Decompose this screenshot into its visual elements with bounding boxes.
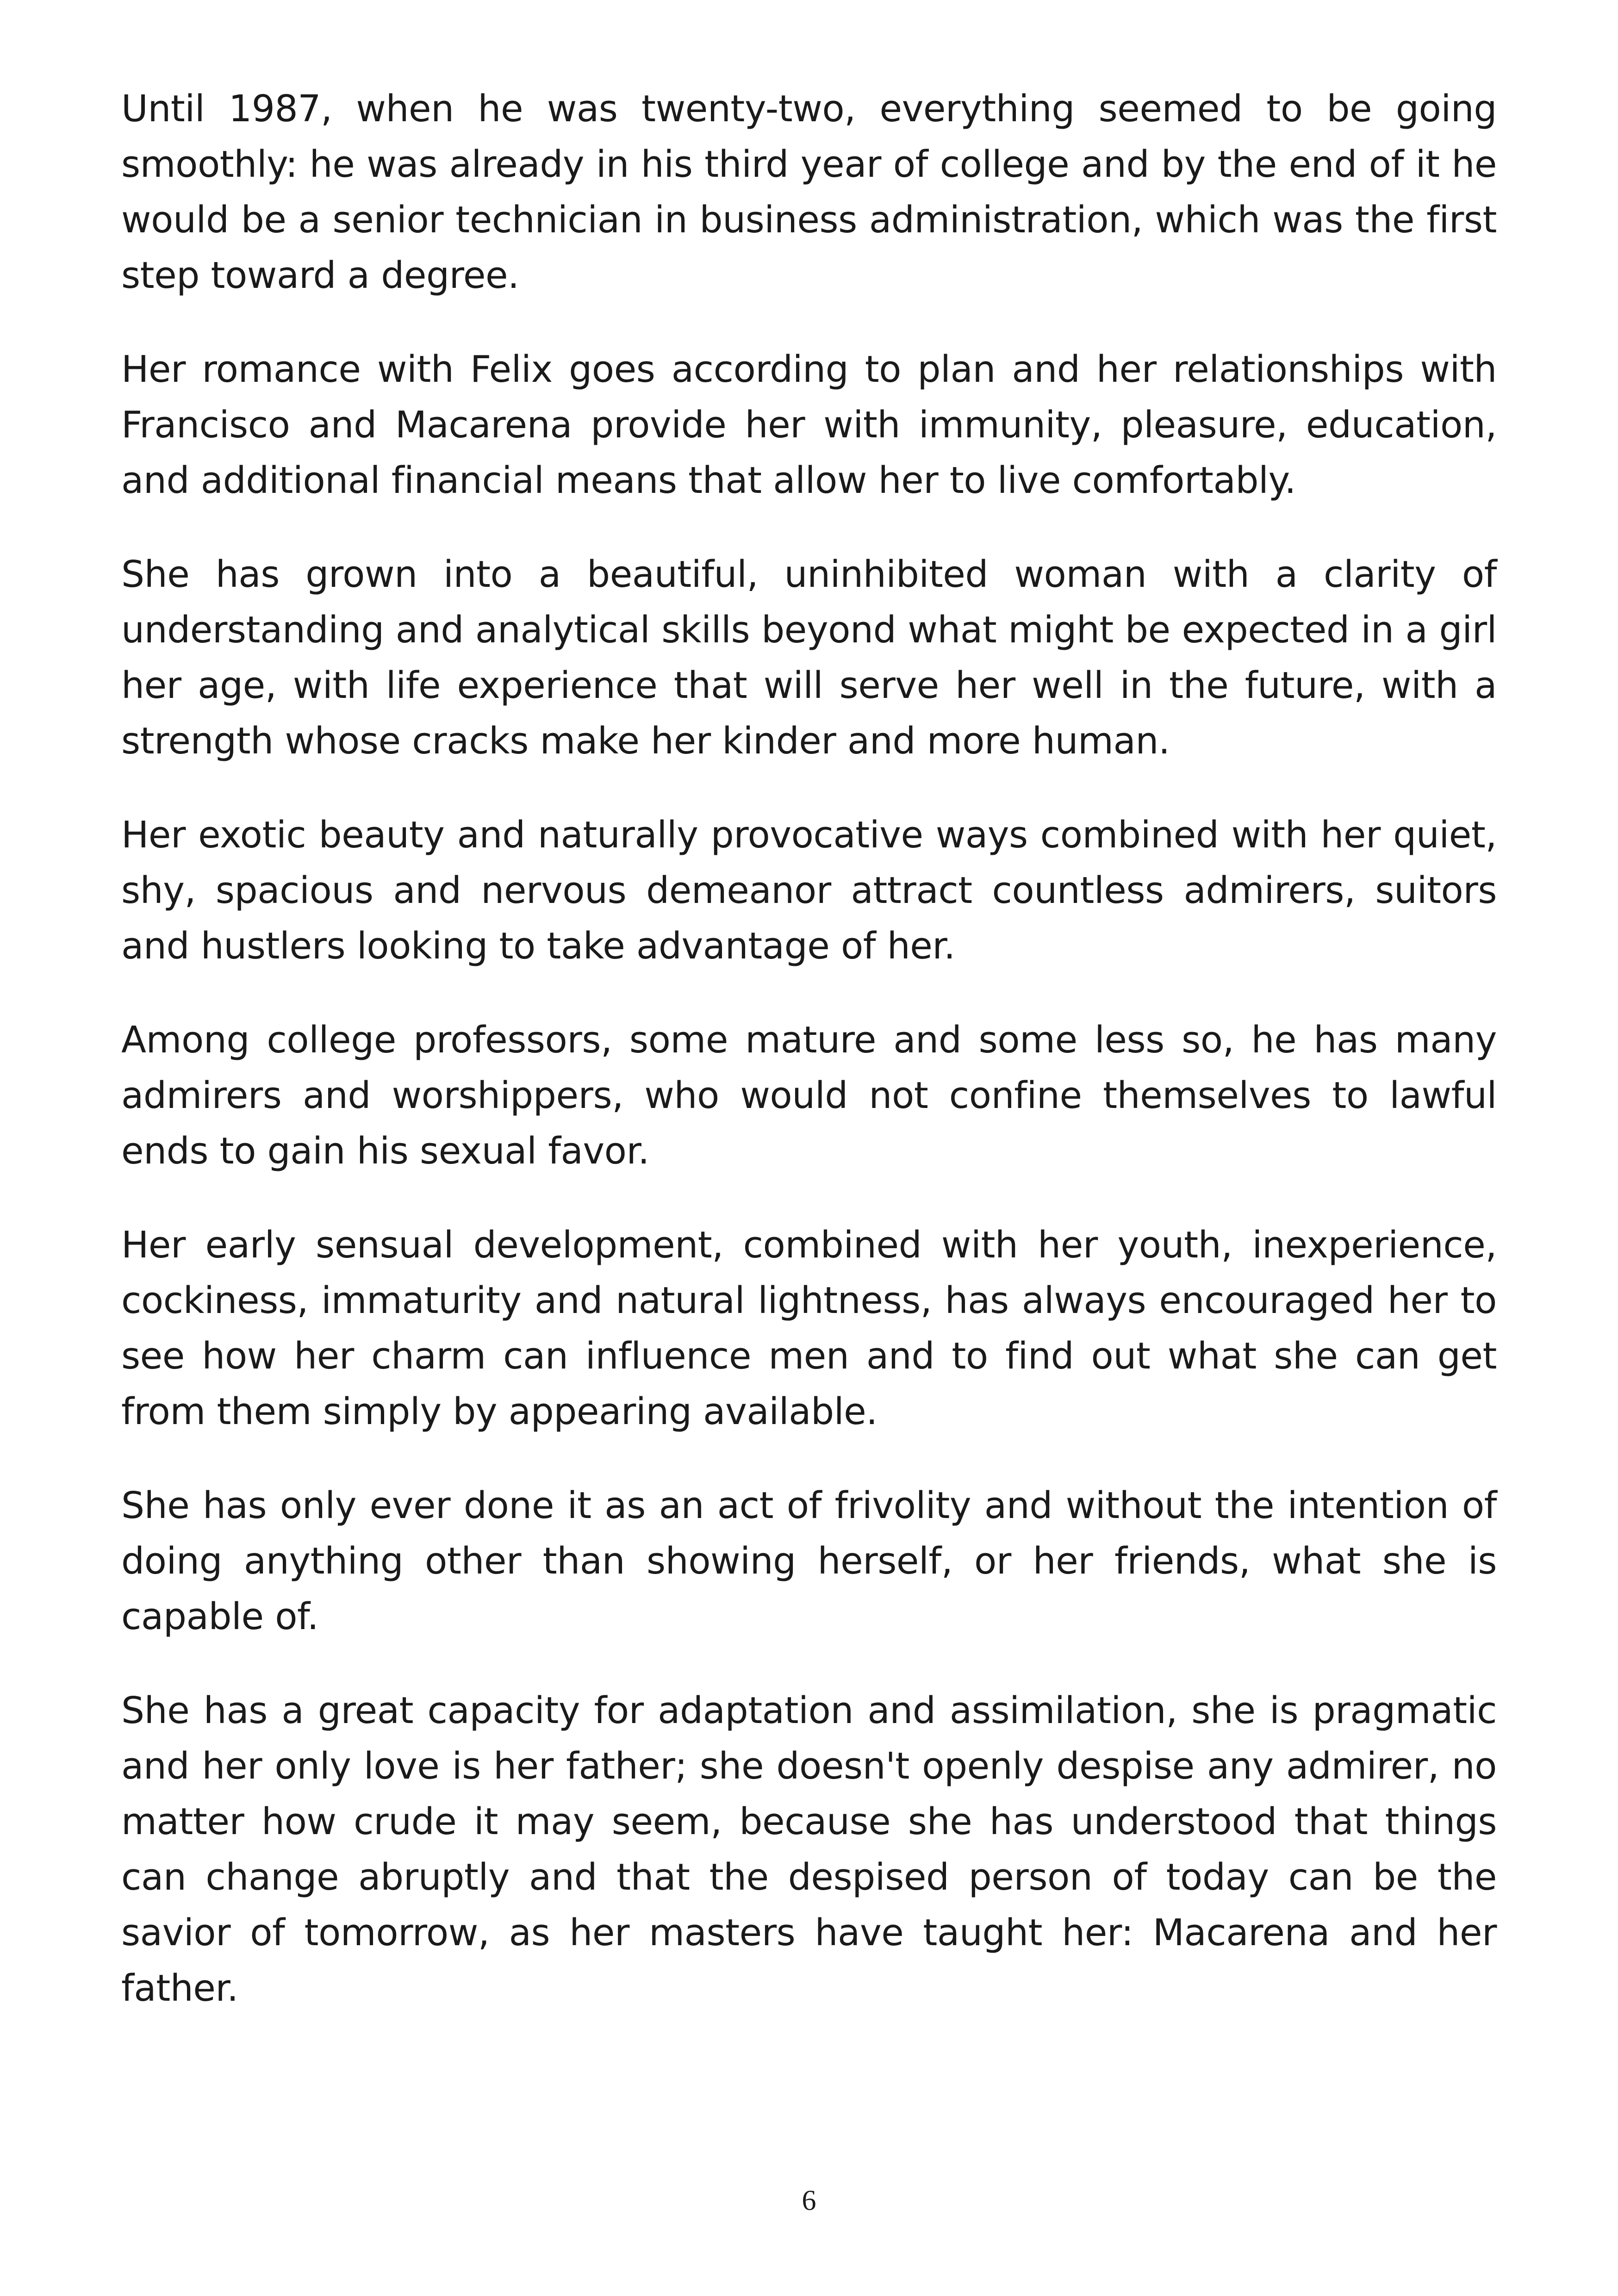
paragraph-6: Her early sensual development, combined with her youth, inexperience, cockiness, immaturity and natural lightness, has always encouraged her to see how her charm can influence men and to find out what she can get from them simply by appearing available.	[121, 1224, 1497, 1433]
paragraph-8: She has a great capacity for adaptation and assimilation, she is pragmatic and her only love is her father; she doesn't openly despise any admirer, no matter how crude it may seem, because she has understood that things can change abruptly and that the despised person of today can be the savior of tomorrow, as her masters have taught her: Macarena and her father.	[121, 1689, 1497, 2010]
page-body	[121, 81, 1497, 2054]
paragraph-2: Her romance with Felix goes according to plan and her relationships with Francisco and Macarena provide her with immunity, pleasure, education, and additional financial means that allow her to live comfortably.	[121, 348, 1497, 502]
paragraph-3: She has grown into a beautiful, uninhibited woman with a clarity of understanding and analytical skills beyond what might be expected in a girl her age, with life experience that will serve her well in the future, with a strength whose cracks make her kinder and more human.	[121, 553, 1497, 762]
paragraph-5: Among college professors, some mature and some less so, he has many admirers and worshippers, who would not confine themselves to lawful ends to gain his sexual favor.	[121, 1019, 1497, 1172]
paragraph-7: She has only ever done it as an act of frivolity and without the intention of doing anything other than showing herself, or her friends, what she is capable of.	[121, 1484, 1497, 1638]
paragraph-1: Until 1987, when he was twenty-two, everything seemed to be going smoothly: he was already in his third year of college and by the end of it he would be a senior technician in business administration, which was the first step toward a degree.	[121, 87, 1497, 297]
page-number: 6	[802, 2185, 816, 2216]
paragraph-4: Her exotic beauty and naturally provocative ways combined with her quiet, shy, spacious and nervous demeanor attract countless admirers, suitors and hustlers looking to take advantage of her.	[121, 814, 1497, 967]
